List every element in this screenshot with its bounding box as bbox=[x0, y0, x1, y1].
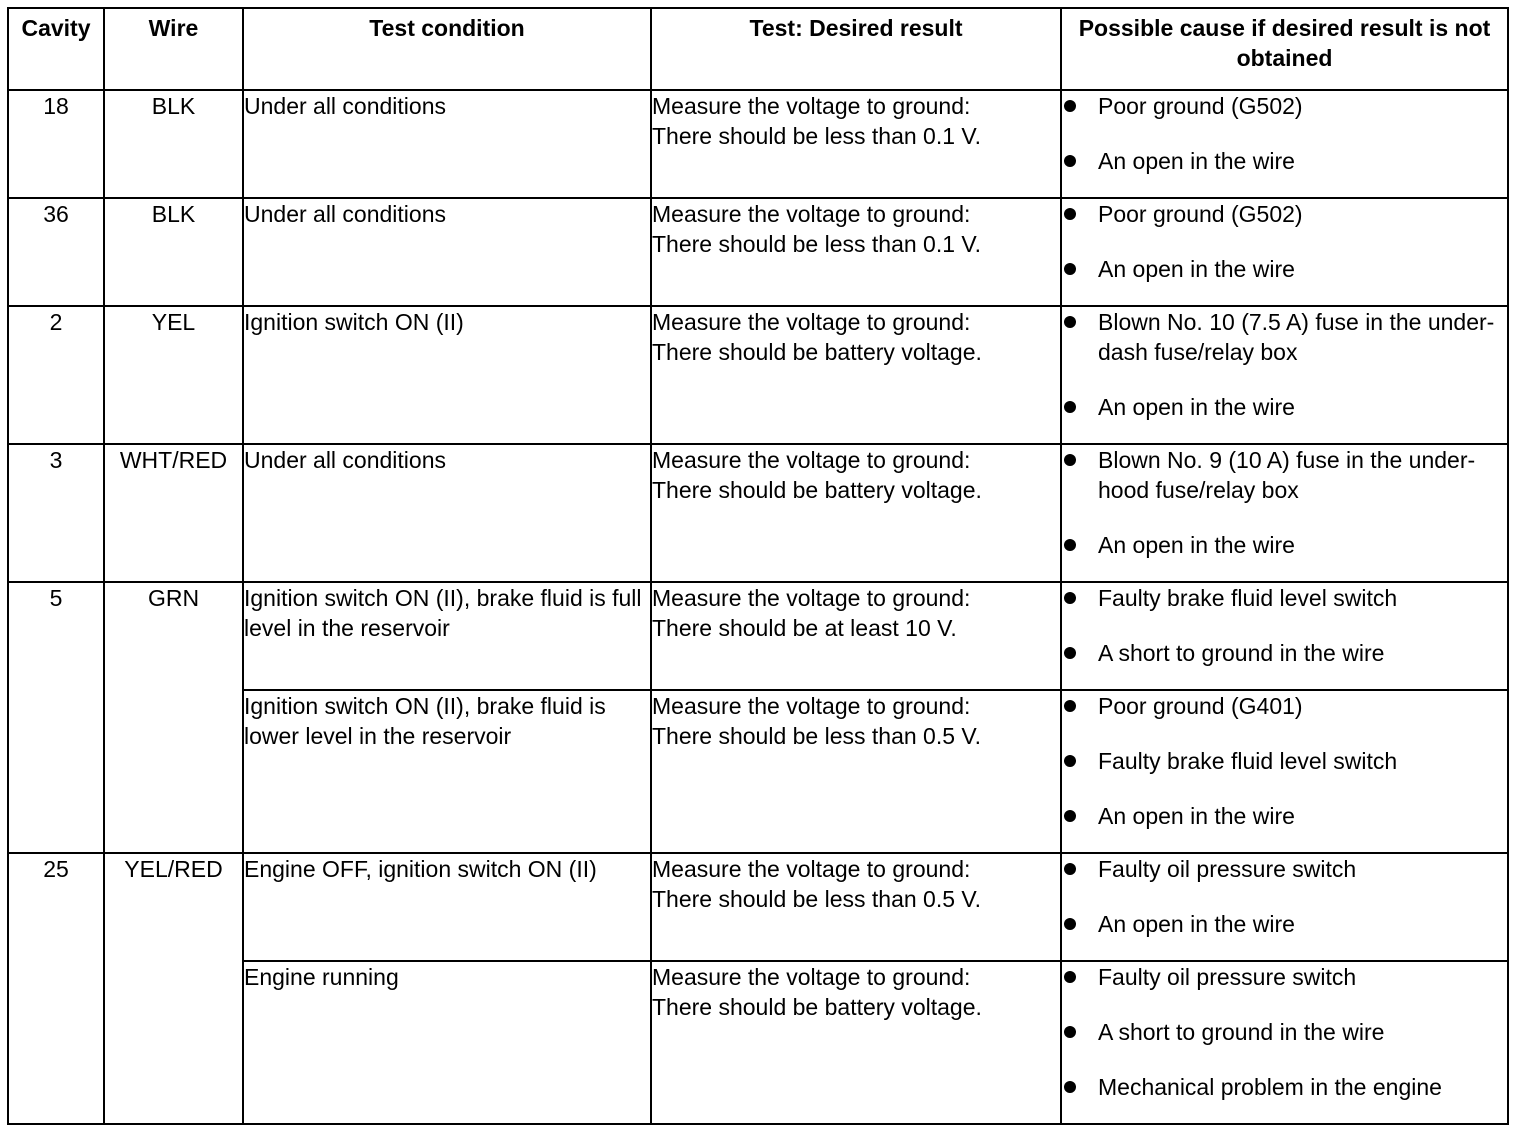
table-row bbox=[8, 444, 1508, 582]
bullet-icon bbox=[1064, 755, 1076, 767]
cause-list bbox=[1062, 199, 1507, 284]
cause-item bbox=[1062, 962, 1507, 992]
cause-text: An open in the wire bbox=[1098, 148, 1295, 174]
cause-item bbox=[1062, 307, 1507, 367]
wire-cell: YEL/RED bbox=[104, 853, 243, 1124]
possible-cause-cell bbox=[1061, 582, 1508, 690]
cause-text: Poor ground (G502) bbox=[1098, 93, 1303, 119]
cause-item bbox=[1062, 801, 1507, 831]
bullet-icon bbox=[1064, 208, 1076, 220]
desired-result-line: Measure the voltage to ground: bbox=[652, 964, 971, 990]
test-condition-cell: Under all conditions bbox=[243, 90, 651, 198]
cause-item bbox=[1062, 445, 1507, 505]
possible-cause-cell bbox=[1061, 853, 1508, 961]
table-row bbox=[8, 198, 1508, 306]
cavity-cell: 18 bbox=[8, 90, 104, 198]
cause-text: Faulty brake fluid level switch bbox=[1098, 748, 1398, 774]
cause-text: Mechanical problem in the engine bbox=[1098, 1074, 1442, 1100]
table-row bbox=[8, 90, 1508, 198]
desired-result-line: Measure the voltage to ground: bbox=[652, 585, 971, 611]
bullet-icon bbox=[1064, 454, 1076, 466]
wire-cell: YEL bbox=[104, 306, 243, 444]
troubleshooting-table bbox=[7, 7, 1509, 1125]
cause-item bbox=[1062, 638, 1507, 668]
cause-item bbox=[1062, 1072, 1507, 1102]
test-condition-cell: Ignition switch ON (II) bbox=[243, 306, 651, 444]
cause-text: Blown No. 10 (7.5 A) fuse in the under-dash fuse/relay box bbox=[1098, 309, 1495, 365]
desired-result-line: Measure the voltage to ground: bbox=[652, 93, 971, 119]
desired-result-line: Measure the voltage to ground: bbox=[652, 693, 971, 719]
bullet-icon bbox=[1064, 539, 1076, 551]
header-test-condition: Test condition bbox=[243, 8, 651, 90]
cause-list bbox=[1062, 91, 1507, 176]
desired-result-line: Measure the voltage to ground: bbox=[652, 201, 971, 227]
test-condition-cell: Ignition switch ON (II), brake fluid is full level in the reservoir bbox=[243, 582, 651, 690]
bullet-icon bbox=[1064, 918, 1076, 930]
header-wire: Wire bbox=[104, 8, 243, 90]
cause-item bbox=[1062, 199, 1507, 229]
cause-text: Poor ground (G401) bbox=[1098, 693, 1303, 719]
desired-result-line: There should be battery voltage. bbox=[652, 994, 982, 1020]
desired-result-line: There should be battery voltage. bbox=[652, 477, 982, 503]
cause-item bbox=[1062, 746, 1507, 776]
bullet-icon bbox=[1064, 700, 1076, 712]
bullet-icon bbox=[1064, 155, 1076, 167]
cause-text: Blown No. 9 (10 A) fuse in the under-hood fuse/relay box bbox=[1098, 447, 1476, 503]
cause-item bbox=[1062, 530, 1507, 560]
desired-result-line: There should be less than 0.5 V. bbox=[652, 723, 982, 749]
wire-cell: BLK bbox=[104, 198, 243, 306]
desired-result-line: There should be less than 0.1 V. bbox=[652, 123, 982, 149]
possible-cause-cell bbox=[1061, 444, 1508, 582]
desired-result-line: Measure the voltage to ground: bbox=[652, 447, 971, 473]
possible-cause-cell bbox=[1061, 306, 1508, 444]
bullet-icon bbox=[1064, 263, 1076, 275]
bullet-icon bbox=[1064, 1026, 1076, 1038]
cause-text: An open in the wire bbox=[1098, 256, 1295, 282]
desired-result-cell bbox=[651, 444, 1061, 582]
cavity-cell: 5 bbox=[8, 582, 104, 853]
cause-text: Faulty brake fluid level switch bbox=[1098, 585, 1398, 611]
wire-cell: WHT/RED bbox=[104, 444, 243, 582]
header-row bbox=[8, 8, 1508, 90]
cause-item bbox=[1062, 146, 1507, 176]
test-condition-cell: Under all conditions bbox=[243, 198, 651, 306]
bullet-icon bbox=[1064, 100, 1076, 112]
cause-text: Poor ground (G502) bbox=[1098, 201, 1303, 227]
cause-item bbox=[1062, 91, 1507, 121]
desired-result-line: Measure the voltage to ground: bbox=[652, 309, 971, 335]
cause-list bbox=[1062, 583, 1507, 668]
wire-cell: BLK bbox=[104, 90, 243, 198]
possible-cause-cell bbox=[1061, 961, 1508, 1124]
desired-result-line: There should be less than 0.5 V. bbox=[652, 886, 982, 912]
cause-text: An open in the wire bbox=[1098, 911, 1295, 937]
desired-result-cell bbox=[651, 853, 1061, 961]
cause-item bbox=[1062, 254, 1507, 284]
cause-text: An open in the wire bbox=[1098, 532, 1295, 558]
cause-list bbox=[1062, 854, 1507, 939]
desired-result-cell bbox=[651, 90, 1061, 198]
header-desired-result: Test: Desired result bbox=[651, 8, 1061, 90]
bullet-icon bbox=[1064, 401, 1076, 413]
cause-item bbox=[1062, 854, 1507, 884]
cause-item bbox=[1062, 583, 1507, 613]
cause-text: An open in the wire bbox=[1098, 394, 1295, 420]
table-row bbox=[8, 306, 1508, 444]
desired-result-line: There should be less than 0.1 V. bbox=[652, 231, 982, 257]
test-condition-cell: Under all conditions bbox=[243, 444, 651, 582]
header-possible-cause: Possible cause if desired result is not obtained bbox=[1061, 8, 1508, 90]
cause-list bbox=[1062, 307, 1507, 422]
possible-cause-cell bbox=[1061, 690, 1508, 853]
test-condition-cell: Engine OFF, ignition switch ON (II) bbox=[243, 853, 651, 961]
cause-text: An open in the wire bbox=[1098, 803, 1295, 829]
table-body bbox=[8, 90, 1508, 1124]
desired-result-cell bbox=[651, 582, 1061, 690]
cause-text: Faulty oil pressure switch bbox=[1098, 856, 1357, 882]
cavity-cell: 36 bbox=[8, 198, 104, 306]
bullet-icon bbox=[1064, 1081, 1076, 1093]
cause-text: A short to ground in the wire bbox=[1098, 1019, 1385, 1045]
bullet-icon bbox=[1064, 316, 1076, 328]
test-condition-cell: Engine running bbox=[243, 961, 651, 1124]
table-header bbox=[8, 8, 1508, 90]
desired-result-line: There should be battery voltage. bbox=[652, 339, 982, 365]
header-cavity: Cavity bbox=[8, 8, 104, 90]
cause-item bbox=[1062, 691, 1507, 721]
cause-text: Faulty oil pressure switch bbox=[1098, 964, 1357, 990]
desired-result-line: Measure the voltage to ground: bbox=[652, 856, 971, 882]
desired-result-cell bbox=[651, 961, 1061, 1124]
cause-text: A short to ground in the wire bbox=[1098, 640, 1385, 666]
bullet-icon bbox=[1064, 810, 1076, 822]
desired-result-line: There should be at least 10 V. bbox=[652, 615, 957, 641]
possible-cause-cell bbox=[1061, 198, 1508, 306]
desired-result-cell bbox=[651, 690, 1061, 853]
test-condition-cell: Ignition switch ON (II), brake fluid is lower level in the reservoir bbox=[243, 690, 651, 853]
wire-cell: GRN bbox=[104, 582, 243, 853]
bullet-icon bbox=[1064, 592, 1076, 604]
table-row bbox=[8, 582, 1508, 690]
cause-list bbox=[1062, 445, 1507, 560]
bullet-icon bbox=[1064, 971, 1076, 983]
cause-item bbox=[1062, 1017, 1507, 1047]
desired-result-cell bbox=[651, 306, 1061, 444]
cavity-cell: 2 bbox=[8, 306, 104, 444]
cavity-cell: 25 bbox=[8, 853, 104, 1124]
cause-list bbox=[1062, 691, 1507, 831]
table-row bbox=[8, 853, 1508, 961]
cavity-cell: 3 bbox=[8, 444, 104, 582]
possible-cause-cell bbox=[1061, 90, 1508, 198]
bullet-icon bbox=[1064, 647, 1076, 659]
bullet-icon bbox=[1064, 863, 1076, 875]
cause-item bbox=[1062, 909, 1507, 939]
cause-item bbox=[1062, 392, 1507, 422]
desired-result-cell bbox=[651, 198, 1061, 306]
cause-list bbox=[1062, 962, 1507, 1102]
